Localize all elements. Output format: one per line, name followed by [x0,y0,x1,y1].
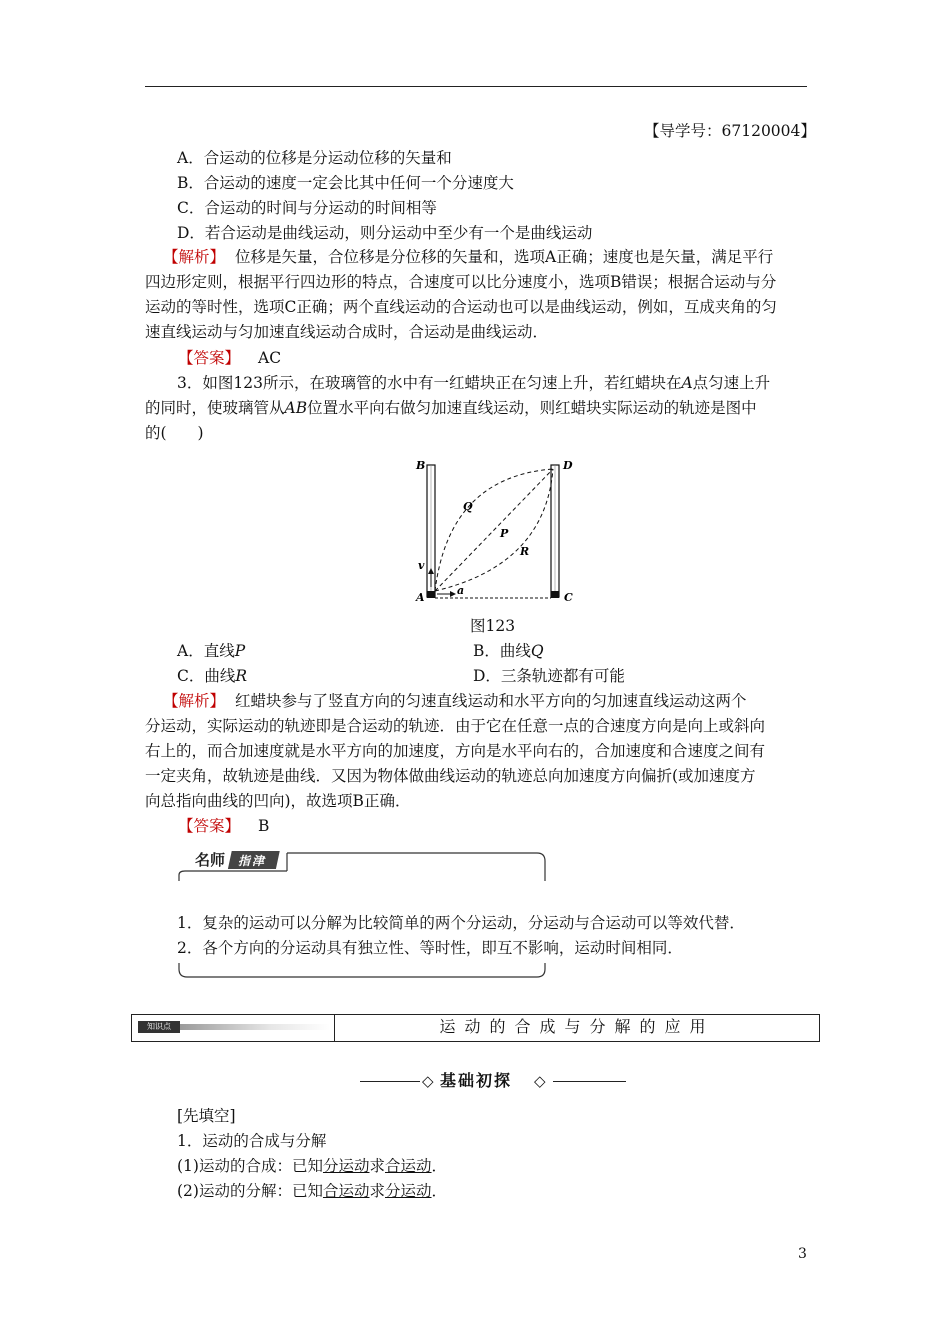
tips-title-b: 指津 [238,854,267,868]
fill-heading: 1．运动的合成与分解 [177,1132,327,1150]
q2-analysis-text-3: 速直线运动与匀加速直线运动合成时，合运动是曲线运动． [145,323,549,341]
fill-line-2-blank-2: 分运动 [385,1182,432,1200]
q2-analysis-text-0: 位移是矢量，合位移是分位移的矢量和，选项A正确；速度也是矢量，满足平行 [235,248,774,266]
fill-line-2-blank-1: 合运动 [322,1182,370,1200]
q3-analysis-first-line [163,690,747,712]
fill-line-2-prefix: (2)运动的分解：已知 [177,1182,323,1200]
q3-stem-text-1: 点匀速上升 [692,374,771,392]
label-a-accel: a [457,584,465,597]
header-rule [145,86,807,87]
label-v: v [418,559,425,572]
q2-option-d: D．若合运动是曲线运动，则分运动中至少有一个是曲线运动 [177,224,593,242]
label-q: Q [463,500,473,513]
q3-answer [178,815,269,837]
q2-answer-value: AC [258,349,282,367]
q2-answer-label: 【答案】 [178,349,241,367]
topic-banner [131,1014,820,1042]
banner-title: 运动的合成与分解的应用 [439,1017,715,1036]
label-a-point: A [416,591,425,604]
q3-option-a [177,640,245,662]
q3-analysis-text-0: 红蜡块参与了竖直方向的匀速直线运动和水平方向的匀加速直线运动这两个 [235,692,747,710]
q3-point-a: A [681,374,693,392]
fill-line-1-blank-1: 分运动 [322,1157,370,1175]
q3-option-a-text: A．直线 [177,642,235,660]
q3-option-c [177,665,247,687]
q3-option-d [473,665,625,687]
q3-stem-text-0: 3．如图123所示，在玻璃管的水中有一红蜡块正在匀速上升，若红蜡块在 [177,374,682,392]
fill-line-1-prefix: (1)运动的合成：已知 [177,1157,323,1175]
q2-option-c: C．合运动的时间与分运动的时间相等 [177,199,437,217]
glass-tube-figure [405,455,585,607]
q3-analysis-text-3: 一定夹角，故轨迹是曲线．又因为物体做曲线运动的轨迹总向加速度方向偏折(或加速度方 [145,767,756,785]
q3-stem-text-3: 位置水平向右做匀加速直线运动，则红蜡块实际运动的轨迹是图中 [307,399,757,417]
fill-line-2 [177,1180,447,1202]
diamond-icon-right: ◇ [534,1072,546,1090]
q3-analysis-text-4: 向总指向曲线的凹向)，故选项B正确． [145,792,411,810]
fill-line-2-end: ． [431,1182,448,1200]
q3-analysis-text-2: 右上的，而合加速度就是水平方向的加速度，方向是水平向右的，合加速度和合速度之间有 [145,742,766,760]
q2-analysis-label: 【解析】 [163,248,226,266]
q2-answer [178,347,281,369]
section-rule-right [553,1081,626,1082]
fill-line-1-blank-2: 合运动 [385,1157,432,1175]
q3-option-b-var: Q [530,642,544,660]
label-b: B [416,459,426,472]
q3-stem-text-2: 的同时，使玻璃管从 [145,399,285,417]
section-title: 基础初探 [440,1071,513,1090]
label-d: D [563,459,573,472]
banner-tag: 知识点 [138,1021,180,1033]
tips-item-1: 1．复杂的运动可以分解为比较简单的两个分运动，分运动与合运动可以等效代替． [177,914,745,932]
fill-line-1-end: ． [431,1157,448,1175]
q3-option-b [473,640,544,662]
q3-option-c-var: R [235,667,248,685]
q3-stem-line-1 [177,372,770,394]
q3-option-b-text: B．曲线 [473,642,531,660]
section-rule-left [360,1081,420,1082]
fill-line-1-mid: 求 [369,1157,385,1175]
q2-analysis-first-line [163,246,773,268]
diamond-icon-left: ◇ [422,1072,434,1090]
fill-line-1 [177,1155,447,1177]
page-number: 3 [798,1246,807,1262]
label-c: C [564,591,573,604]
q3-option-d-text: D．三条轨迹都有可能 [473,667,625,685]
q3-stem-line-2 [145,397,757,419]
guide-number: 【导学号：67120004】 [644,122,816,140]
banner-left-cell [132,1015,335,1041]
q3-answer-label: 【答案】 [178,817,241,835]
fill-label: [先填空] [177,1107,236,1125]
tips-title-a: 名师 [195,851,226,869]
fill-line-2-mid: 求 [369,1182,385,1200]
q3-option-c-text: C．曲线 [177,667,236,685]
q2-analysis-text-2: 运动的等时性，选项C正确；两个直线运动的合运动也可以是曲线运动，例如，互成夹角的匀 [145,298,777,316]
q2-analysis-text-1: 四边形定则，根据平行四边形的特点，合速度可以比分速度小，选项B错误；根据合运动与分 [145,273,777,291]
figure-caption: 图123 [470,617,516,635]
q3-stem-line-3: 的( ) [145,424,204,442]
q3-answer-value: B [258,817,270,835]
q3-analysis-text-1: 分运动，实际运动的轨迹即是合运动的轨迹．由于它在任意一点的合速度方向是向上或斜向 [145,717,766,735]
q2-option-b: B．合运动的速度一定会比其中任何一个分速度大 [177,174,514,192]
q3-segment-ab: AB [284,399,308,417]
banner-fade-strip [180,1024,330,1030]
left-wax-block [427,591,435,598]
q2-option-a: A．合运动的位移是分运动位移的矢量和 [177,149,452,167]
q3-analysis-label: 【解析】 [163,692,226,710]
label-r: R [520,545,530,558]
q3-option-a-var: P [234,642,246,660]
label-p: P [500,527,509,540]
section-heading [360,1070,626,1094]
right-tube-base [551,591,559,598]
tips-item-2: 2．各个方向的分运动具有独立性、等时性，即互不影响，运动时间相同． [177,939,683,957]
